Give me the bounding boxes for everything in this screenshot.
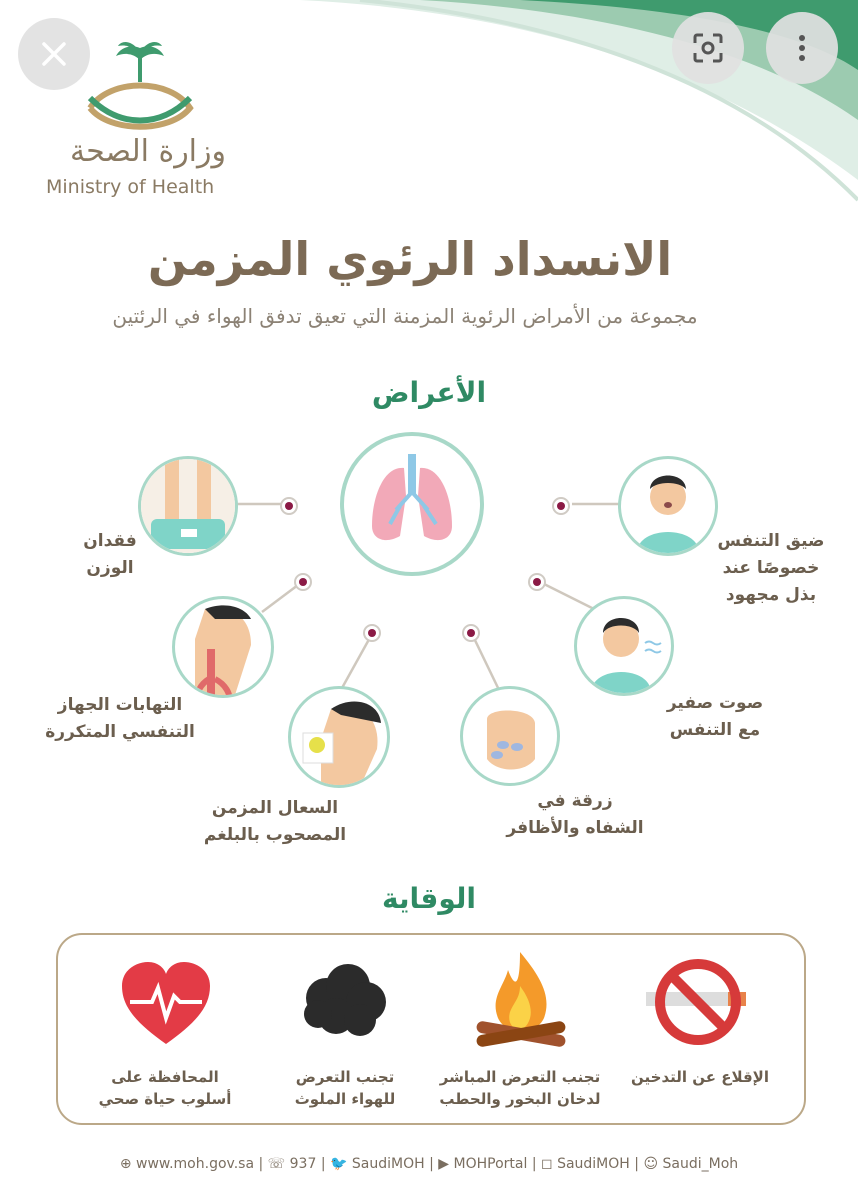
no-smoking-icon [636,958,758,1048]
heart-rate-icon [118,958,214,1048]
prevention-quit-smoking: الإقلاع عن التدخين [631,1068,769,1086]
symptom-dot [294,573,312,591]
footer-contacts: ⊕ www.moh.gov.sa | ☏ 937 | 🐦 SaudiMOH | ▶ MOHPortal | ◻ SaudiMOH | ☺ Saudi_Moh [119,1156,739,1172]
smoke-cloud-icon [296,958,392,1042]
symptom-dot [363,624,381,642]
prevention-heading: الوقاية [381,882,476,915]
campfire-icon [470,946,572,1056]
phone-icon: ☏ [267,1156,286,1172]
symptom-respiratory-infections: التهابات الجهاز التنفسي المتكررة [45,695,195,742]
symptom-wheezing: صوت صفير مع التنفس [666,693,764,740]
footer-snapchat[interactable]: Saudi_Moh [662,1156,739,1172]
symptom-dot [528,573,546,591]
prevention-healthy-lifestyle: المحافظة على أسلوب حياة صحي [98,1068,232,1108]
globe-icon: ⊕ [119,1156,132,1172]
symptom-chronic-cough: السعال المزمن المصحوب بالبلغم [203,798,347,845]
youtube-icon: ▶ [438,1156,450,1172]
logo-arabic-text: وزارة الصحة [70,134,226,169]
symptom-dot [462,624,480,642]
footer-youtube[interactable]: MOHPortal [453,1156,528,1172]
footer-twitter[interactable]: SaudiMOH [351,1156,425,1172]
twitter-icon: 🐦 [330,1156,348,1172]
page-subtitle: مجموعة من الأمراض الرئوية المزمنة التي تعيق تدفق الهواء في الرئتين [112,304,698,328]
symptom-dot [552,497,570,515]
symptom-weight-loss: فقدان الوزن [83,531,137,578]
symptom-cyanosis: زرقة في الشفاه والأظافر [506,791,644,838]
prevention-avoid-smoke: تجنب التعرض المباشر لدخان البخور والحطب [439,1068,601,1108]
respiratory-infection-illustration [172,596,274,698]
prevention-avoid-pollution: تجنب التعرض للهواء الملوث [294,1068,396,1108]
symptoms-heading: الأعراض [371,376,487,409]
snapchat-icon: ☺ [643,1156,659,1172]
shortness-breath-illustration [618,456,718,556]
symptom-dot [280,497,298,515]
lungs-illustration [340,432,484,576]
footer-phone[interactable]: 937 [289,1156,317,1172]
chronic-cough-illustration [288,686,390,788]
page-title: الانسداد الرئوي المزمن [147,232,673,286]
instagram-icon: ◻ [540,1156,553,1172]
footer-website[interactable]: www.moh.gov.sa [136,1156,255,1172]
wheezing-illustration [574,596,674,696]
logo-english-text: Ministry of Health [46,176,215,198]
footer-instagram[interactable]: SaudiMOH [557,1156,630,1172]
cyanosis-illustration [460,686,560,786]
symptom-shortness-breath: ضيق التنفس خصوصًا عند بذل مجهود [717,531,825,605]
